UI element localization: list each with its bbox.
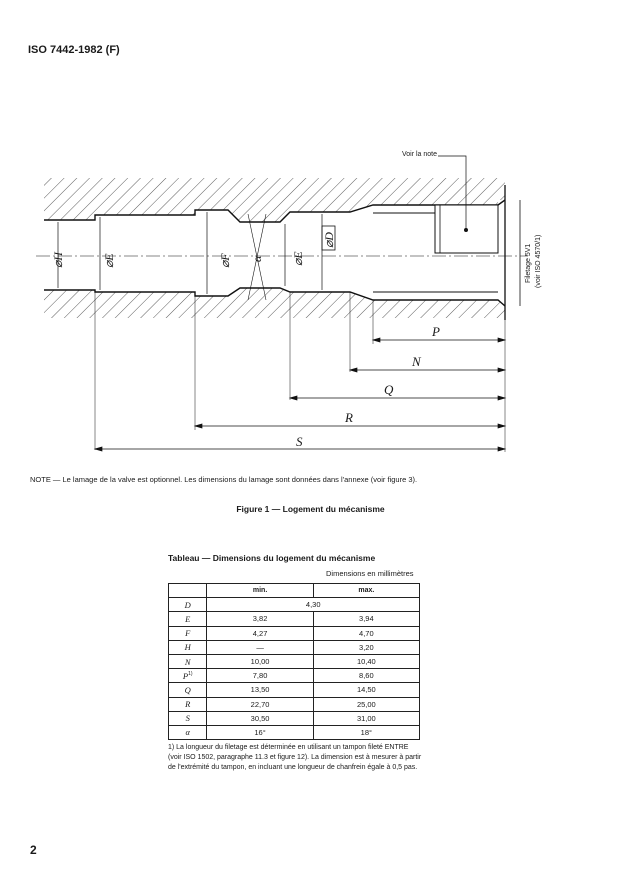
table-row [169, 697, 420, 711]
row-symbol: R [169, 697, 207, 711]
row-min: 7,80 [207, 669, 313, 683]
table-row [169, 683, 420, 697]
row-symbol: F [169, 626, 207, 640]
row-symbol: H [169, 640, 207, 654]
table-row [169, 598, 420, 612]
angle-label-alpha: α [250, 255, 264, 262]
row-min: 16° [207, 725, 313, 739]
thread-standard-label: (voir ISO 4570/1) [535, 234, 542, 288]
row-max: 4,70 [313, 626, 419, 640]
page-number: 2 [30, 843, 37, 857]
row-symbol: S [169, 711, 207, 725]
header-symbol [169, 584, 207, 598]
dim-label-S: S [296, 434, 303, 449]
diameter-label-H: ⌀H [51, 252, 65, 268]
diameter-label-F: ⌀F [218, 253, 232, 268]
row-max: 18° [313, 725, 419, 739]
dim-label-Q: Q [384, 382, 394, 397]
thread-label: Filetage 5V1 [525, 243, 532, 283]
row-symbol [169, 669, 207, 683]
row-max: 14,50 [313, 683, 419, 697]
row-max: 3,94 [313, 612, 419, 626]
row-min: 13,50 [207, 683, 313, 697]
dim-label-R: R [345, 410, 353, 425]
row-min: 22,70 [207, 697, 313, 711]
row-max: 10,40 [313, 654, 419, 668]
table-row [169, 711, 420, 725]
table-header-row [169, 584, 420, 598]
row-min: 3,82 [207, 612, 313, 626]
row-min: — [207, 640, 313, 654]
diameter-label-D: ⌀D [322, 232, 336, 248]
row-max: 25,00 [313, 697, 419, 711]
row-max: 3,20 [313, 640, 419, 654]
callout-text: Voir la note [402, 151, 438, 158]
row-min: 30,50 [207, 711, 313, 725]
document-header: ISO 7442-1982 (F) [28, 44, 120, 56]
technical-drawing [0, 140, 621, 470]
diameter-label-E: ⌀E [102, 253, 116, 268]
figure-note: NOTE — Le lamage de la valve est optionnel. Les dimensions du lamage sont données dans l'annexe (voir figure 3). [30, 475, 418, 484]
row-symbol: E [169, 612, 207, 626]
table-row [169, 626, 420, 640]
table-title: Tableau — Dimensions du logement du mécanisme [168, 553, 376, 563]
row-max: 31,00 [313, 711, 419, 725]
table-row [169, 725, 420, 739]
row-symbol: N [169, 654, 207, 668]
diameter-label-E2: ⌀E [291, 251, 305, 266]
table-row [169, 640, 420, 654]
dim-label-N: N [412, 354, 421, 369]
table-row [169, 612, 420, 626]
row-max: 8,60 [313, 669, 419, 683]
row-symbol-letter: P [182, 670, 189, 681]
footnote-marker: 1) [188, 670, 193, 677]
table-row [169, 669, 420, 683]
row-min: 10,00 [207, 654, 313, 668]
row-symbol: α [169, 725, 207, 739]
row-min: 4,27 [207, 626, 313, 640]
dimensions-table [168, 583, 420, 740]
header-max: max. [313, 584, 419, 598]
table-row [169, 654, 420, 668]
header-min: min. [207, 584, 313, 598]
figure-caption: Figure 1 — Logement du mécanisme [236, 504, 385, 514]
dim-label-P: P [432, 324, 440, 339]
table-units: Dimensions en millimètres [326, 569, 414, 578]
row-symbol: Q [169, 683, 207, 697]
table-footnote: 1) La longueur du filetage est déterminée en utilisant un tampon fileté ENTRE (voir ISO 1502, paragraphe 11.3 et figure 12). La dimension est à mesurer à partir de l'extrémité du tampon, en incluant une longueur de chanfrein égale à 0,5 pas. [168, 744, 422, 771]
row-merged-value: 4,30 [207, 598, 420, 612]
row-symbol: D [169, 598, 207, 612]
